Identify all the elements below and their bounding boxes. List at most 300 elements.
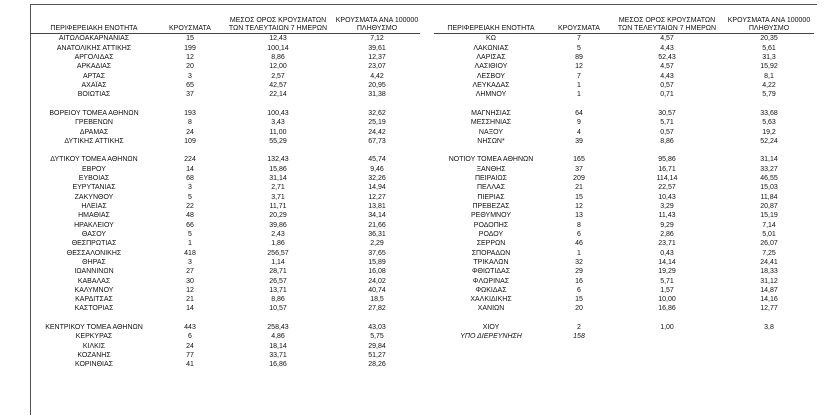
cases-cell: 16: [575, 277, 583, 285]
per100k-cell: 67,73: [368, 137, 386, 145]
region-cell: ΒΟΡΕΙΟΥ ΤΟΜΕΑ ΑΘΗΝΩΝ: [49, 109, 139, 117]
cases-cell: 13: [575, 212, 583, 220]
cases-cell: 8: [188, 119, 192, 127]
table-row: [434, 109, 814, 118]
avg7-cell: 2,71: [271, 184, 285, 192]
table-row: [30, 267, 420, 276]
per100k-cell: 24,41: [760, 258, 778, 266]
avg7-cell: 10,57: [269, 305, 287, 313]
region-cell: ΞΑΝΘΗΣ: [476, 165, 506, 173]
cases-cell: 77: [186, 352, 194, 360]
left-header-region: ΠΕΡΙΦΕΡΕΙΑΚΗ ΕΝΟΤΗΤΑ: [30, 17, 158, 34]
region-cell: ΘΕΣΣΑΛΟΝΙΚΗΣ: [66, 249, 122, 257]
region-cell: ΡΟΔΟΠΗΣ: [473, 221, 509, 229]
avg7-cell: 12,43: [269, 35, 287, 43]
region-cell: ΚΟΖΑΝΗΣ: [77, 352, 111, 360]
region-cell: ΓΡΕΒΕΝΩΝ: [75, 119, 113, 127]
per100k-cell: 43,03: [368, 324, 386, 332]
table-row: [434, 277, 814, 286]
table-row: [30, 221, 420, 230]
region-cell: ΕΒΡΟΥ: [82, 165, 106, 173]
table-row: [30, 360, 420, 369]
avg7-cell: 14,14: [658, 258, 676, 266]
avg7-cell: 52,43: [658, 54, 676, 62]
per100k-cell: 39,61: [368, 44, 386, 52]
per100k-cell: 14,94: [368, 184, 386, 192]
region-cell: ΑΡΓΟΛΙΔΑΣ: [74, 54, 114, 62]
spacer-row: [434, 146, 814, 155]
avg7-cell: 0,71: [660, 91, 674, 99]
per100k-cell: 31,14: [760, 156, 778, 164]
per100k-cell: 32,26: [368, 175, 386, 183]
per100k-cell: 8,1: [764, 72, 774, 80]
per100k-cell: [334, 100, 420, 109]
region-cell: ΜΕΣΣΗΝΙΑΣ: [470, 119, 512, 127]
avg7-cell: [222, 314, 334, 323]
table-row: [30, 44, 420, 53]
cases-cell: 12: [575, 203, 583, 211]
right-header-cases: ΚΡΟΥΣΜΑΤΑ: [548, 17, 610, 34]
cases-cell: 3: [188, 258, 192, 266]
right-header-per100k: [724, 17, 814, 34]
avg7-cell: 2,43: [271, 230, 285, 238]
per100k-cell: 7,14: [762, 221, 776, 229]
avg7-cell: 16,86: [269, 361, 287, 369]
region-cell: ΤΡΙΚΑΛΩΝ: [473, 258, 509, 266]
table-row: [434, 221, 814, 230]
table-row: [434, 230, 814, 239]
cases-cell: 158: [573, 333, 585, 341]
cases-cell: 2: [577, 324, 581, 332]
cases-cell: 20: [186, 63, 194, 71]
per100k-cell: [724, 314, 814, 323]
spacer-row: [30, 146, 420, 155]
table-row: [30, 183, 420, 192]
table-row: [434, 249, 814, 258]
per100k-cell: 12,37: [368, 54, 386, 62]
region-cell: [434, 100, 548, 109]
cases-cell: 193: [184, 109, 196, 117]
cases-cell: 65: [186, 81, 194, 89]
per100k-cell: 4,42: [370, 72, 384, 80]
left-header-per100k: [334, 17, 420, 34]
per100k-cell: 15,03: [760, 184, 778, 192]
avg7-cell: 3,29: [660, 203, 674, 211]
cases-cell: 1: [577, 81, 581, 89]
table-row: [434, 323, 814, 332]
cases-cell: 7: [577, 35, 581, 43]
table-row: [434, 258, 814, 267]
table-row: [30, 332, 420, 341]
avg7-cell: 4,57: [660, 63, 674, 71]
region-cell: ΗΜΑΘΙΑΣ: [78, 212, 110, 220]
region-cell: ΛΕΥΚΑΔΑΣ: [472, 81, 510, 89]
table-row: [30, 351, 420, 360]
per100k-cell: 31,3: [762, 54, 776, 62]
avg7-cell: 19,29: [658, 268, 676, 276]
avg7-cell: 100,14: [267, 44, 289, 52]
cases-cell: 21: [575, 184, 583, 192]
avg7-cell: 1,86: [271, 240, 285, 248]
region-cell: ΛΑΚΩΝΙΑΣ: [473, 44, 509, 52]
per100k-cell: 13,81: [368, 203, 386, 211]
avg7-cell: 13,71: [269, 286, 287, 294]
region-cell: ΚΑΛΥΜΝΟΥ: [74, 286, 114, 294]
table-row: [434, 72, 814, 81]
avg7-cell: 11,43: [658, 212, 676, 220]
cases-cell: 15: [575, 296, 583, 304]
avg7-cell: 5,71: [660, 277, 674, 285]
table-row: [30, 72, 420, 81]
left-table-body: [30, 34, 420, 370]
left-cases-table: [30, 17, 420, 370]
cases-cell: 1: [188, 240, 192, 248]
per100k-cell: 15,19: [760, 212, 778, 220]
per100k-cell: 5,63: [762, 119, 776, 127]
cases-cell: 15: [186, 35, 194, 43]
per100k-cell: 23,07: [368, 63, 386, 71]
avg7-cell: 4,57: [660, 35, 674, 43]
per100k-cell: 19,2: [762, 128, 776, 136]
cases-cell: 22: [186, 203, 194, 211]
right-header-row: [434, 17, 814, 34]
avg7-cell: [610, 146, 724, 155]
cases-cell: 37: [186, 91, 194, 99]
region-cell: ΑΧΑΪΑΣ: [81, 81, 107, 89]
cases-cell: 6: [577, 286, 581, 294]
avg7-cell: 258,43: [267, 324, 289, 332]
table-row: [30, 230, 420, 239]
per100k-cell: 34,14: [368, 212, 386, 220]
table-row: [30, 286, 420, 295]
region-cell: [30, 314, 158, 323]
cases-cell: 46: [575, 240, 583, 248]
table-row: [434, 239, 814, 248]
avg7-cell: 30,57: [658, 109, 676, 117]
per100k-cell: 5,61: [762, 44, 776, 52]
cases-cell: 5: [188, 230, 192, 238]
table-row: [434, 193, 814, 202]
avg7-cell: 2,86: [660, 230, 674, 238]
avg7-cell: 23,71: [658, 240, 676, 248]
region-cell: ΙΩΑΝΝΙΝΩΝ: [74, 268, 114, 276]
table-row: [30, 62, 420, 71]
table-row: [30, 165, 420, 174]
cases-cell: 21: [186, 296, 194, 304]
table-row: [434, 295, 814, 304]
cases-cell: [158, 314, 222, 323]
per100k-cell: 20,35: [760, 35, 778, 43]
per100k-cell: 31,12: [760, 277, 778, 285]
spacer-row: [30, 100, 420, 109]
cases-cell: [158, 100, 222, 109]
avg7-cell: 20,29: [269, 212, 287, 220]
left-header-per100k-text: ΚΡΟΥΣΜΑΤΑ ΑΝΑ 100000 ΠΛΗΘΥΣΜΟ: [335, 17, 419, 33]
cases-cell: 20: [575, 305, 583, 313]
region-cell: ΧΑΛΚΙΔΙΚΗΣ: [470, 296, 512, 304]
region-cell: ΘΗΡΑΣ: [82, 258, 106, 266]
region-cell: ΚΩ: [486, 35, 496, 43]
left-header-avg7: [222, 17, 334, 34]
table-row: [434, 211, 814, 220]
per100k-cell: 20,95: [368, 81, 386, 89]
spacer-row: [434, 314, 814, 323]
cases-cell: 24: [186, 342, 194, 350]
avg7-cell: 0,43: [660, 249, 674, 257]
table-row: [30, 202, 420, 211]
left-header-row: [30, 17, 420, 34]
right-header-avg7-text: ΜΕΣΟΣ ΟΡΟΣ ΚΡΟΥΣΜΑΤΩΝ ΤΩΝ ΤΕΛΕΥΤΑΙΩΝ 7 ΗΜΕΡΩΝ: [617, 17, 717, 33]
cases-cell: [548, 100, 610, 109]
cases-cell: [548, 146, 610, 155]
avg7-cell: 10,00: [658, 296, 676, 304]
region-cell: [434, 146, 548, 155]
region-cell: ΚΙΛΚΙΣ: [82, 342, 106, 350]
avg7-cell: 4,43: [660, 72, 674, 80]
region-cell: ΚΕΝΤΡΙΚΟΥ ΤΟΜΕΑ ΑΘΗΝΩΝ: [45, 324, 143, 332]
cases-cell: 29: [575, 268, 583, 276]
region-cell: ΡΟΔΟΥ: [478, 230, 504, 238]
cases-cell: 24: [186, 128, 194, 136]
avg7-cell: 16,71: [658, 165, 676, 173]
avg7-cell: 3,43: [271, 119, 285, 127]
table-row: [30, 304, 420, 313]
table-row: [434, 267, 814, 276]
per100k-cell: 32,62: [368, 109, 386, 117]
region-cell: ΣΕΡΡΩΝ: [476, 240, 506, 248]
per100k-cell: 14,87: [760, 286, 778, 294]
per100k-cell: 26,07: [760, 240, 778, 248]
region-cell: ΑΡΚΑΔΙΑΣ: [76, 63, 112, 71]
avg7-cell: 8,86: [271, 54, 285, 62]
table-row: [434, 286, 814, 295]
table-row: [30, 249, 420, 258]
avg7-cell: 5,71: [660, 119, 674, 127]
cases-cell: 443: [184, 324, 196, 332]
per100k-cell: [724, 146, 814, 155]
avg7-cell: 12,00: [269, 63, 287, 71]
table-row: [434, 128, 814, 137]
table-row: [434, 174, 814, 183]
avg7-cell: [222, 100, 334, 109]
per100k-cell: 46,55: [760, 175, 778, 183]
per100k-cell: 7,25: [762, 249, 776, 257]
avg7-cell: 42,57: [269, 81, 287, 89]
right-header-region: ΠΕΡΙΦΕΡΕΙΑΚΗ ΕΝΟΤΗΤΑ: [434, 17, 548, 34]
table-row: [30, 342, 420, 351]
table-row: [30, 258, 420, 267]
table-row: [30, 277, 420, 286]
avg7-cell: 16,86: [658, 305, 676, 313]
table-row: [434, 304, 814, 313]
cases-cell: 5: [188, 193, 192, 201]
region-cell: ΗΡΑΚΛΕΙΟΥ: [74, 221, 114, 229]
cases-cell: 64: [575, 109, 583, 117]
region-cell: ΡΕΘΥΜΝΟΥ: [470, 212, 511, 220]
table-row: [30, 174, 420, 183]
per100k-cell: 25,19: [368, 119, 386, 127]
per100k-cell: 24,02: [368, 277, 386, 285]
per100k-cell: 33,68: [760, 109, 778, 117]
cases-cell: 32: [575, 258, 583, 266]
per100k-cell: 45,74: [368, 156, 386, 164]
per100k-cell: [334, 146, 420, 155]
region-cell: ΠΡΕΒΕΖΑΣ: [472, 203, 510, 211]
avg7-cell: 4,43: [660, 44, 674, 52]
region-cell: ΘΑΣΟΥ: [81, 230, 107, 238]
per100k-cell: 28,26: [368, 361, 386, 369]
avg7-cell: 4,86: [271, 333, 285, 341]
region-cell: ΘΕΣΠΡΩΤΙΑΣ: [71, 240, 117, 248]
avg7-cell: 114,14: [656, 175, 678, 183]
region-cell: ΔΥΤΙΚΗΣ ΑΤΤΙΚΗΣ: [64, 137, 124, 145]
cases-cell: 48: [186, 212, 194, 220]
cases-cell: 14: [186, 165, 194, 173]
region-cell: ΕΥΒΟΙΑΣ: [78, 175, 110, 183]
avg7-cell: 22,14: [269, 91, 287, 99]
per100k-cell: 4,22: [762, 81, 776, 89]
avg7-cell: 1,00: [660, 324, 674, 332]
cases-cell: 165: [573, 156, 585, 164]
table-row: [434, 90, 814, 99]
table-row: [30, 90, 420, 99]
cases-cell: 66: [186, 221, 194, 229]
per100k-cell: 20,87: [760, 203, 778, 211]
table-row: [434, 183, 814, 192]
avg7-cell: 18,14: [269, 342, 287, 350]
per100k-cell: 3,8: [764, 324, 774, 332]
avg7-cell: 256,57: [267, 249, 289, 257]
avg7-cell: 8,86: [271, 296, 285, 304]
table-row: [434, 332, 814, 341]
avg7-cell: 9,29: [660, 221, 674, 229]
region-cell: ΠΙΕΡΙΑΣ: [477, 193, 505, 201]
region-cell: ΕΥΡΥΤΑΝΙΑΣ: [72, 184, 116, 192]
left-header-cases: ΚΡΟΥΣΜΑΤΑ: [158, 17, 222, 34]
avg7-cell: 10,43: [658, 193, 676, 201]
per100k-cell: 52,24: [760, 137, 778, 145]
region-cell: ΚΑΡΔΙΤΣΑΣ: [75, 296, 113, 304]
table-row: [434, 165, 814, 174]
per100k-cell: 24,42: [368, 128, 386, 136]
region-cell: [30, 100, 158, 109]
per100k-cell: 37,65: [368, 249, 386, 257]
per100k-cell: 11,84: [760, 193, 778, 201]
table-row: [30, 155, 420, 164]
per100k-cell: 18,33: [760, 268, 778, 276]
cases-cell: [158, 146, 222, 155]
table-row: [30, 211, 420, 220]
cases-cell: 109: [184, 137, 196, 145]
cases-cell: 6: [188, 333, 192, 341]
table-row: [434, 44, 814, 53]
per100k-cell: 18,5: [370, 296, 384, 304]
region-cell: ΦΘΙΩΤΙΔΑΣ: [471, 268, 511, 276]
per100k-cell: 36,31: [368, 230, 386, 238]
table-row: [30, 34, 420, 44]
avg7-cell: 11,00: [269, 128, 287, 136]
per100k-cell: 7,12: [370, 35, 384, 43]
region-cell: ΔΥΤΙΚΟΥ ΤΟΜΕΑ ΑΘΗΝΩΝ: [50, 156, 138, 164]
spacer-row: [434, 100, 814, 109]
cases-cell: 15: [575, 193, 583, 201]
per100k-cell: 14,16: [760, 296, 778, 304]
per100k-cell: 5,01: [762, 230, 776, 238]
avg7-cell: 132,43: [267, 156, 289, 164]
per100k-cell: 29,84: [368, 342, 386, 350]
region-cell: ΒΟΙΩΤΙΑΣ: [77, 91, 111, 99]
cases-cell: [548, 314, 610, 323]
avg7-cell: 1,57: [660, 286, 674, 294]
left-header-avg7-text: ΜΕΣΟΣ ΟΡΟΣ ΚΡΟΥΣΜΑΤΩΝ ΤΩΝ ΤΕΛΕΥΤΑΙΩΝ 7 ΗΜΕΡΩΝ: [228, 17, 328, 33]
per100k-cell: 27,82: [368, 305, 386, 313]
avg7-cell: 11,71: [269, 203, 287, 211]
cases-cell: 30: [186, 277, 194, 285]
region-cell: ΝΑΞΟΥ: [478, 128, 504, 136]
region-cell: ΠΕΙΡΑΙΩΣ: [475, 175, 507, 183]
cases-cell: 41: [186, 361, 194, 369]
avg7-cell: [610, 314, 724, 323]
per100k-cell: 5,79: [762, 91, 776, 99]
cases-cell: 9: [577, 119, 581, 127]
per100k-cell: 16,08: [368, 268, 386, 276]
region-cell: ΠΕΛΛΑΣ: [476, 184, 506, 192]
region-cell: ΛΑΣΙΘΙΟΥ: [474, 63, 508, 71]
avg7-cell: 3,71: [271, 193, 285, 201]
per100k-cell: 40,74: [368, 286, 386, 294]
avg7-cell: 28,71: [269, 268, 287, 276]
cases-cell: 68: [186, 175, 194, 183]
avg7-cell: 15,86: [269, 165, 287, 173]
cases-cell: 6: [577, 230, 581, 238]
right-header-avg7: [610, 17, 724, 34]
region-cell: ΗΛΕΙΑΣ: [81, 203, 107, 211]
cases-cell: 224: [184, 156, 196, 164]
per100k-cell: [724, 332, 814, 341]
avg7-cell: 8,86: [660, 137, 674, 145]
right-table-body: [434, 34, 814, 342]
region-cell: ΜΑΓΝΗΣΙΑΣ: [471, 109, 511, 117]
per100k-cell: 12,27: [368, 193, 386, 201]
table-row: [30, 81, 420, 90]
cases-cell: 3: [188, 72, 192, 80]
per100k-cell: 51,27: [368, 352, 386, 360]
per100k-cell: 2,29: [370, 240, 384, 248]
table-row: [434, 137, 814, 146]
cases-cell: 209: [573, 175, 585, 183]
per100k-cell: 5,75: [370, 333, 384, 341]
cases-cell: 418: [184, 249, 196, 257]
table-row: [30, 53, 420, 62]
region-cell: ΛΕΣΒΟΥ: [476, 72, 506, 80]
region-cell: ΝΗΣΩΝ*: [477, 137, 505, 145]
cases-cell: 12: [575, 63, 583, 71]
cases-cell: 5: [577, 44, 581, 52]
table-row: [30, 193, 420, 202]
region-cell: ΚΑΣΤΟΡΙΑΣ: [74, 305, 114, 313]
avg7-cell: 31,14: [269, 175, 287, 183]
region-cell: ΣΠΟΡΑΔΩΝ: [471, 249, 511, 257]
table-row: [434, 155, 814, 164]
region-cell: ΚΕΡΚΥΡΑΣ: [75, 333, 113, 341]
region-cell: ΝΟΤΙΟΥ ΤΟΜΕΑ ΑΘΗΝΩΝ: [448, 156, 534, 164]
avg7-cell: [610, 100, 724, 109]
region-cell: ΧΙΟΥ: [482, 324, 500, 332]
cases-cell: 12: [186, 54, 194, 62]
region-cell: ΔΡΑΜΑΣ: [79, 128, 109, 136]
region-cell: ΖΑΚΥΝΘΟΥ: [74, 193, 114, 201]
cases-cell: 1: [577, 91, 581, 99]
